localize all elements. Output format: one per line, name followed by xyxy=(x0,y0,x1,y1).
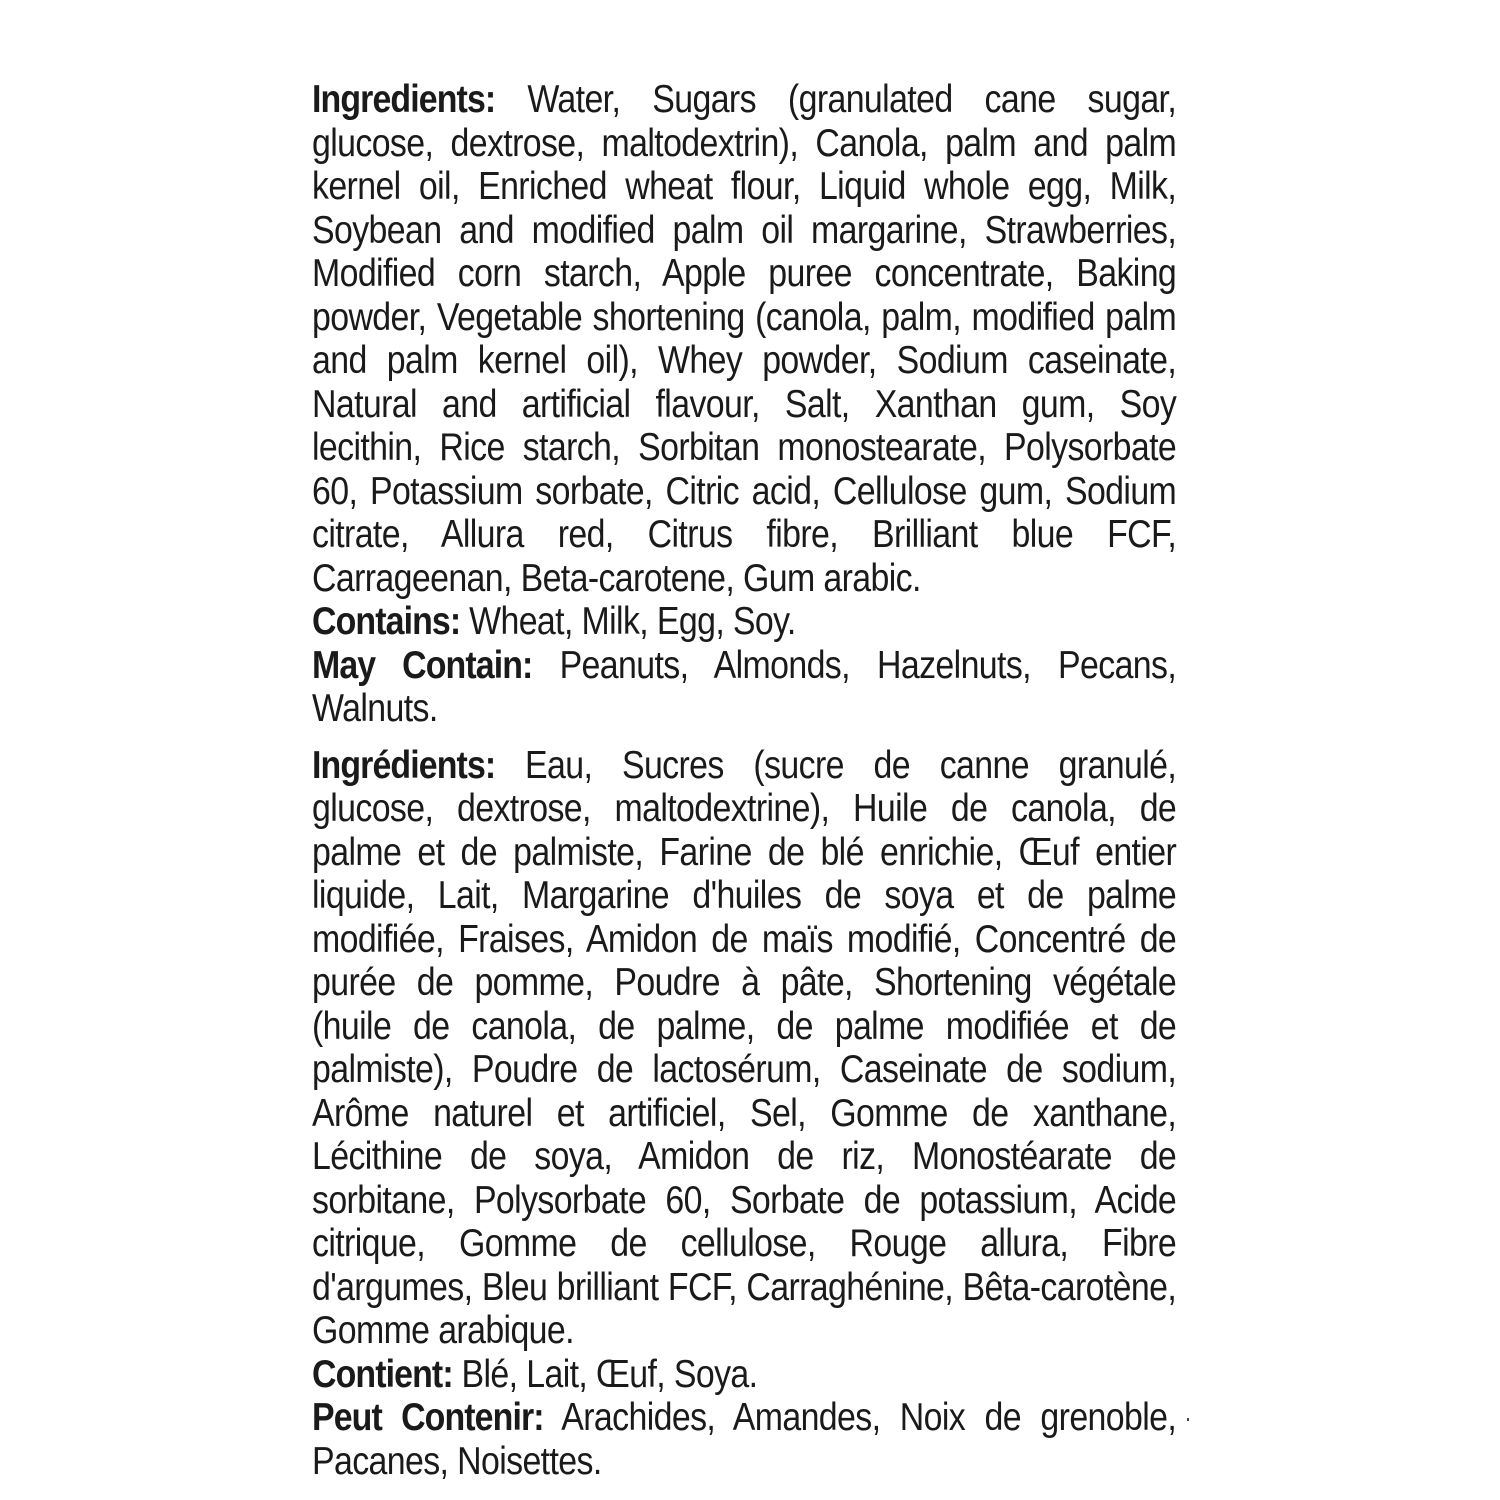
print-speck xyxy=(1187,1418,1189,1421)
english-section xyxy=(312,78,1176,731)
ingredient-label-panel xyxy=(312,78,1176,1483)
french-may-contain-paragraph xyxy=(312,1396,1176,1483)
french-section xyxy=(312,744,1176,1484)
french-contains-paragraph xyxy=(312,1353,1176,1397)
english-may-contain-paragraph xyxy=(312,644,1176,731)
english-ingredients-text: Water, Sugars (granulated cane sugar, glucose, dextrose, maltodextrin), Canola, palm and palm kernel oil, Enriched wheat flour, Liquid whole egg, Milk, Soybean and modified palm oil margarine, Strawberries, Modified corn starch, Apple puree concentrate, Baking powder, Vegetable shortening (canola, palm, modified palm and palm kernel oil), Whey powder, Sodium caseinate, Natural and artificial flavour, Salt, Xanthan gum, Soy lecithin, Rice starch, Sorbitan monostearate, Polysorbate 60, Potassium sorbate, Citric acid, Cellulose gum, Sodium citrate, Allura red, Citrus fibre, Brilliant blue FCF, Carrageenan, Beta-carotene, Gum arabic. xyxy=(312,78,1177,600)
english-contains-text: Wheat, Milk, Egg, Soy. xyxy=(460,600,796,643)
english-ingredients-heading: Ingredients: xyxy=(312,78,496,121)
english-may-contain-heading: May Contain: xyxy=(312,643,533,687)
english-may-contain-text: Peanuts, Almonds, Hazelnuts, Pecans, Walnuts. xyxy=(312,643,1177,730)
english-contains-paragraph xyxy=(312,600,1176,644)
french-contains-text: Blé, Lait, Œuf, Soya. xyxy=(452,1352,758,1396)
french-ingredients-paragraph xyxy=(312,744,1176,1353)
french-ingredients-text: Eau, Sucres (sucre de canne granulé, glucose, dextrose, maltodextrine), Huile de canola, de palme et de palmiste, Farine de blé enrichie, Œuf entier liquide, Lait, Margarine d'huiles de soya et de palme modifiée, Fraises, Amidon de maïs modifié, Concentré de purée de pomme, Poudre à pâte, Shortening végétale (huile de canola, de palme, de palme modifiée et de palmiste), Poudre de lactosérum, Caseinate de sodium, Arôme naturel et artificiel, Sel, Gomme de xanthane, Lécithine de soya, Amidon de riz, Monostéarate de sorbitane, Polysorbate 60, Sorbate de potassium, Acide citrique, Gomme de cellulose, Rouge allura, Fibre d'argumes, Bleu brilliant FCF, Carraghénine, Bêta-carotène, Gomme arabique. xyxy=(312,743,1177,1352)
english-contains-heading: Contains: xyxy=(312,600,461,643)
french-ingredients-heading: Ingrédients: xyxy=(312,743,496,787)
section-gap xyxy=(312,731,1176,744)
english-ingredients-paragraph xyxy=(312,78,1176,600)
french-may-contain-heading: Peut Contenir: xyxy=(312,1396,544,1439)
french-may-contain-text: Arachides, Amandes, Noix de grenoble, Pacanes, Noisettes. xyxy=(312,1396,1177,1483)
french-contains-heading: Contient: xyxy=(312,1352,453,1396)
